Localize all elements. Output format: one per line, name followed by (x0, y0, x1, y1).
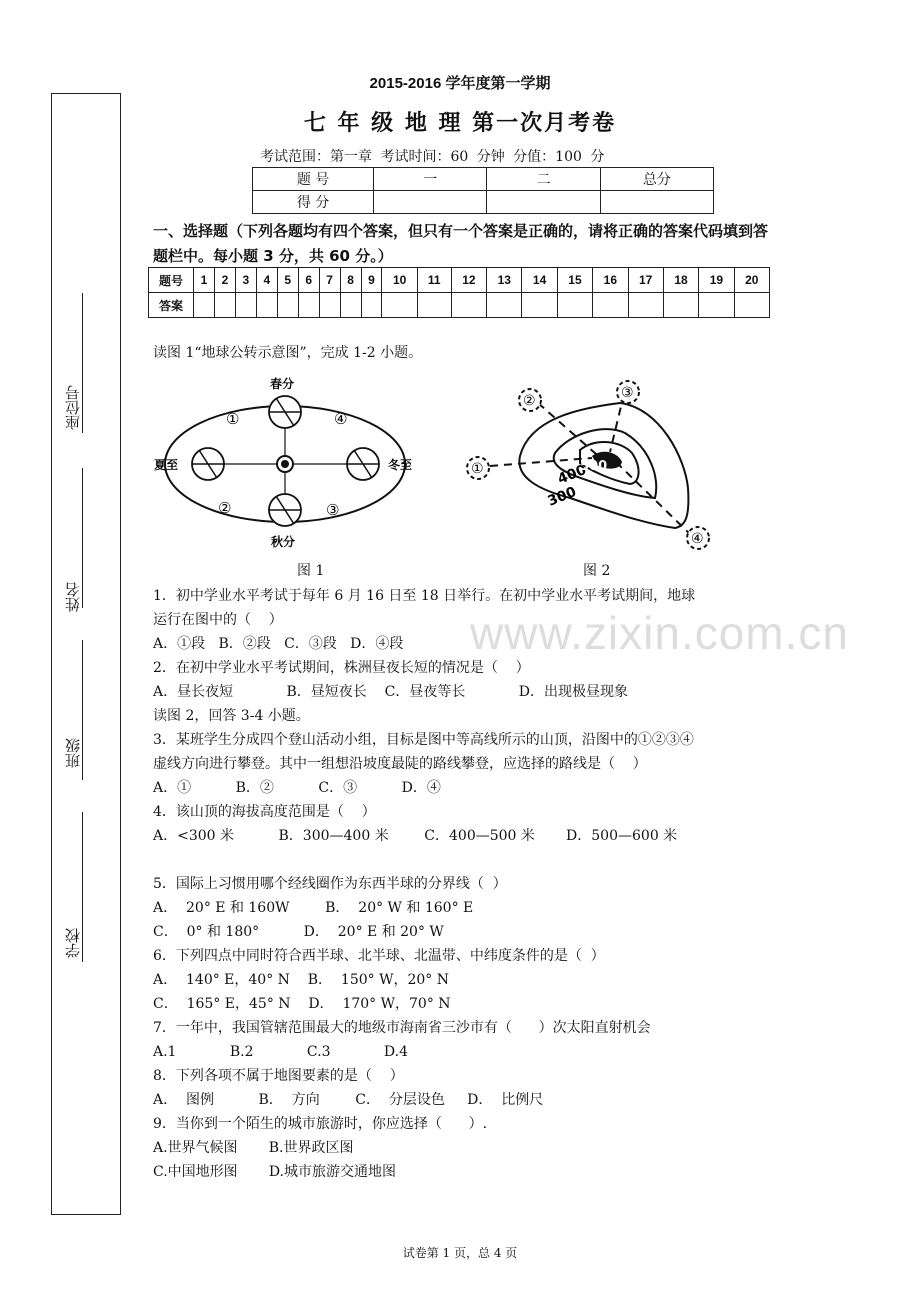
answer-number-cell: 11 (417, 268, 451, 293)
page-footer: 试卷第 1 页，总 4 页 (402, 1246, 518, 1260)
answer-input-cell[interactable] (522, 293, 557, 318)
answer-number-cell: 13 (487, 268, 522, 293)
answer-input-cell[interactable] (361, 293, 382, 318)
score-header-cell: 题 号 (253, 168, 374, 191)
earth-revolution-diagram (148, 372, 418, 552)
question-line: 8．下列各项不属于地图要素的是（ ） (153, 1068, 404, 1084)
segment-4-label: ④ (334, 410, 348, 428)
answer-number-cell: 5 (277, 268, 298, 293)
question-line: A．<300 米 B．300—400 米 C．400—500 米 D．500—600 米 (153, 828, 678, 844)
section-heading: 一、选择题（下列各题均有四个答案，但只有一个答案是正确的，请将正确的答案代码填到答题栏中。每小题 3 分，共 60 分。） (153, 222, 769, 265)
question-line: A．昼长夜短 B．昼短夜长 C．昼夜等长 D．出现极昼现象 (153, 684, 628, 700)
question-line: A．① B．② C．③ D．④ (153, 780, 441, 796)
question-line: 2．在初中学业水平考试期间，株洲昼夜长短的情况是（ ） (153, 660, 530, 676)
question-line: 5．国际上习惯用哪个经线圈作为东西半球的分界线（ ） (153, 876, 507, 892)
answer-label-question: 题号 (149, 268, 194, 293)
question-line: A.世界气候图 B.世界政区图 (153, 1140, 354, 1156)
autumn-equinox-label: 秋分 (271, 535, 296, 549)
answer-number-cell: 20 (734, 268, 769, 293)
answer-input-cell[interactable] (451, 293, 486, 318)
score-header-cell: 一 (374, 168, 487, 191)
answer-input-cell[interactable] (319, 293, 340, 318)
contour-500-label: 500 (580, 459, 608, 474)
question-line: C.中国地形图 D.城市旅游交通地图 (153, 1164, 396, 1180)
answer-number-cell: 6 (298, 268, 319, 293)
answer-input-cell[interactable] (277, 293, 298, 318)
segment-2-label: ② (218, 499, 232, 517)
answer-number-cell: 17 (628, 268, 663, 293)
answer-input-cell[interactable] (256, 293, 277, 318)
figure-2-caption: 图 2 (583, 563, 611, 579)
answer-input-cell[interactable] (298, 293, 319, 318)
answer-input-cell[interactable] (235, 293, 256, 318)
class-label: 班级 (64, 738, 82, 768)
answer-number-cell: 18 (663, 268, 698, 293)
score-header-cell: 二 (487, 168, 600, 191)
question-line: A.1 B.2 C.3 D.4 (153, 1044, 408, 1060)
term-title: 2015-2016 学年度第一学期 (369, 75, 551, 92)
figure-1-caption: 图 1 (297, 563, 325, 579)
spring-equinox-label: 春分 (270, 377, 295, 391)
answer-number-cell: 15 (557, 268, 592, 293)
reading-intro-1: 读图 1“地球公转示意图”，完成 1-2 小题。 (153, 345, 423, 361)
answer-number-cell: 19 (699, 268, 734, 293)
route-4-label: ④ (691, 531, 704, 547)
watermark: www.zixin.com.cn (470, 607, 849, 659)
answer-input-cell[interactable] (417, 293, 451, 318)
contour-map (460, 378, 730, 558)
route-1-label: ① (471, 461, 484, 477)
answer-number-cell: 9 (361, 268, 382, 293)
answer-number-cell: 4 (256, 268, 277, 293)
answer-input-cell[interactable] (382, 293, 417, 318)
name-label: 姓名 (64, 582, 82, 612)
answer-input-cell[interactable] (340, 293, 361, 318)
score-header-cell: 总分 (600, 168, 713, 191)
school-label: 学校 (64, 928, 82, 958)
answer-input-cell[interactable] (663, 293, 698, 318)
answer-input-cell[interactable] (734, 293, 769, 318)
answer-number-cell: 2 (214, 268, 235, 293)
question-line: 9．当你到一个陌生的城市旅游时，你应选择（ ）. (153, 1116, 488, 1132)
answer-number-cell: 3 (235, 268, 256, 293)
question-line: 1．初中学业水平考试于每年 6 月 16 日至 18 日举行。在初中学业水平考试期间，地球 (153, 588, 696, 604)
segment-1-label: ① (226, 410, 240, 428)
answer-input-cell[interactable] (628, 293, 663, 318)
answer-input-cell[interactable] (487, 293, 522, 318)
question-line: 运行在图中的（ ） (153, 612, 283, 628)
answer-number-cell: 1 (194, 268, 215, 293)
answer-number-cell: 7 (319, 268, 340, 293)
segment-3-label: ③ (326, 501, 340, 519)
answer-table (148, 267, 770, 318)
score-cell[interactable] (487, 191, 600, 214)
answer-number-cell: 12 (451, 268, 486, 293)
winter-solstice-label: 冬至 (388, 458, 413, 472)
answer-input-cell[interactable] (194, 293, 215, 318)
answer-number-cell: 8 (340, 268, 361, 293)
question-line: 4．该山顶的海拔高度范围是（ ） (153, 804, 376, 820)
question-line: A． 140° E，40° N B． 150° W，20° N (153, 972, 449, 988)
answer-input-cell[interactable] (699, 293, 734, 318)
answer-number-cell: 16 (593, 268, 628, 293)
answer-input-cell[interactable] (214, 293, 235, 318)
score-cell[interactable] (374, 191, 487, 214)
route-3-label: ③ (621, 385, 634, 401)
summer-solstice-label: 夏至 (154, 458, 179, 472)
question-line: A． 20° E 和 160W B． 20° W 和 160° E (153, 900, 474, 916)
question-line: 虚线方向进行攀登。其中一组想沿坡度最陡的路线攀登，应选择的路线是（ ） (153, 756, 647, 772)
answer-input-cell[interactable] (593, 293, 628, 318)
question-line: 6．下列四点中同时符合西半球、北半球、北温带、中纬度条件的是（ ） (153, 948, 605, 964)
seat-number-label: 座位号 (64, 385, 82, 430)
exam-meta: 考试范围：第一章 考试时间：60 分钟 分值：100 分 (260, 149, 605, 165)
question-line: C． 0° 和 180° D． 20° E 和 20° W (153, 924, 444, 940)
contour-300-label: 300 (545, 483, 579, 510)
question-line: C． 165° E，45° N D． 170° W，70° N (153, 996, 451, 1012)
question-line: 读图 2，回答 3-4 小题。 (153, 708, 310, 724)
question-line: 3．某班学生分成四个登山活动小组，目标是图中等高线所示的山顶，沿图中的①②③④ (153, 732, 694, 748)
question-line: 7．一年中，我国管辖范围最大的地级市海南省三沙市有（ ）次太阳直射机会 (153, 1020, 651, 1036)
route-2-label: ② (523, 393, 536, 409)
exam-title: 七 年 级 地 理 第一次月考卷 (303, 110, 617, 136)
answer-number-cell: 10 (382, 268, 417, 293)
answer-label-answer: 答案 (149, 293, 194, 318)
contour-400-label: 400 (555, 461, 589, 488)
question-line: A． 图例 B． 方向 C． 分层设色 D． 比例尺 (153, 1092, 544, 1108)
answer-input-cell[interactable] (557, 293, 592, 318)
score-cell[interactable] (600, 191, 713, 214)
answer-number-cell: 14 (522, 268, 557, 293)
score-table (252, 167, 714, 214)
score-row-label: 得 分 (253, 191, 374, 214)
question-line: A．①段 B．②段 C．③段 D．④段 (153, 636, 404, 652)
binding-margin-box (51, 93, 121, 1215)
